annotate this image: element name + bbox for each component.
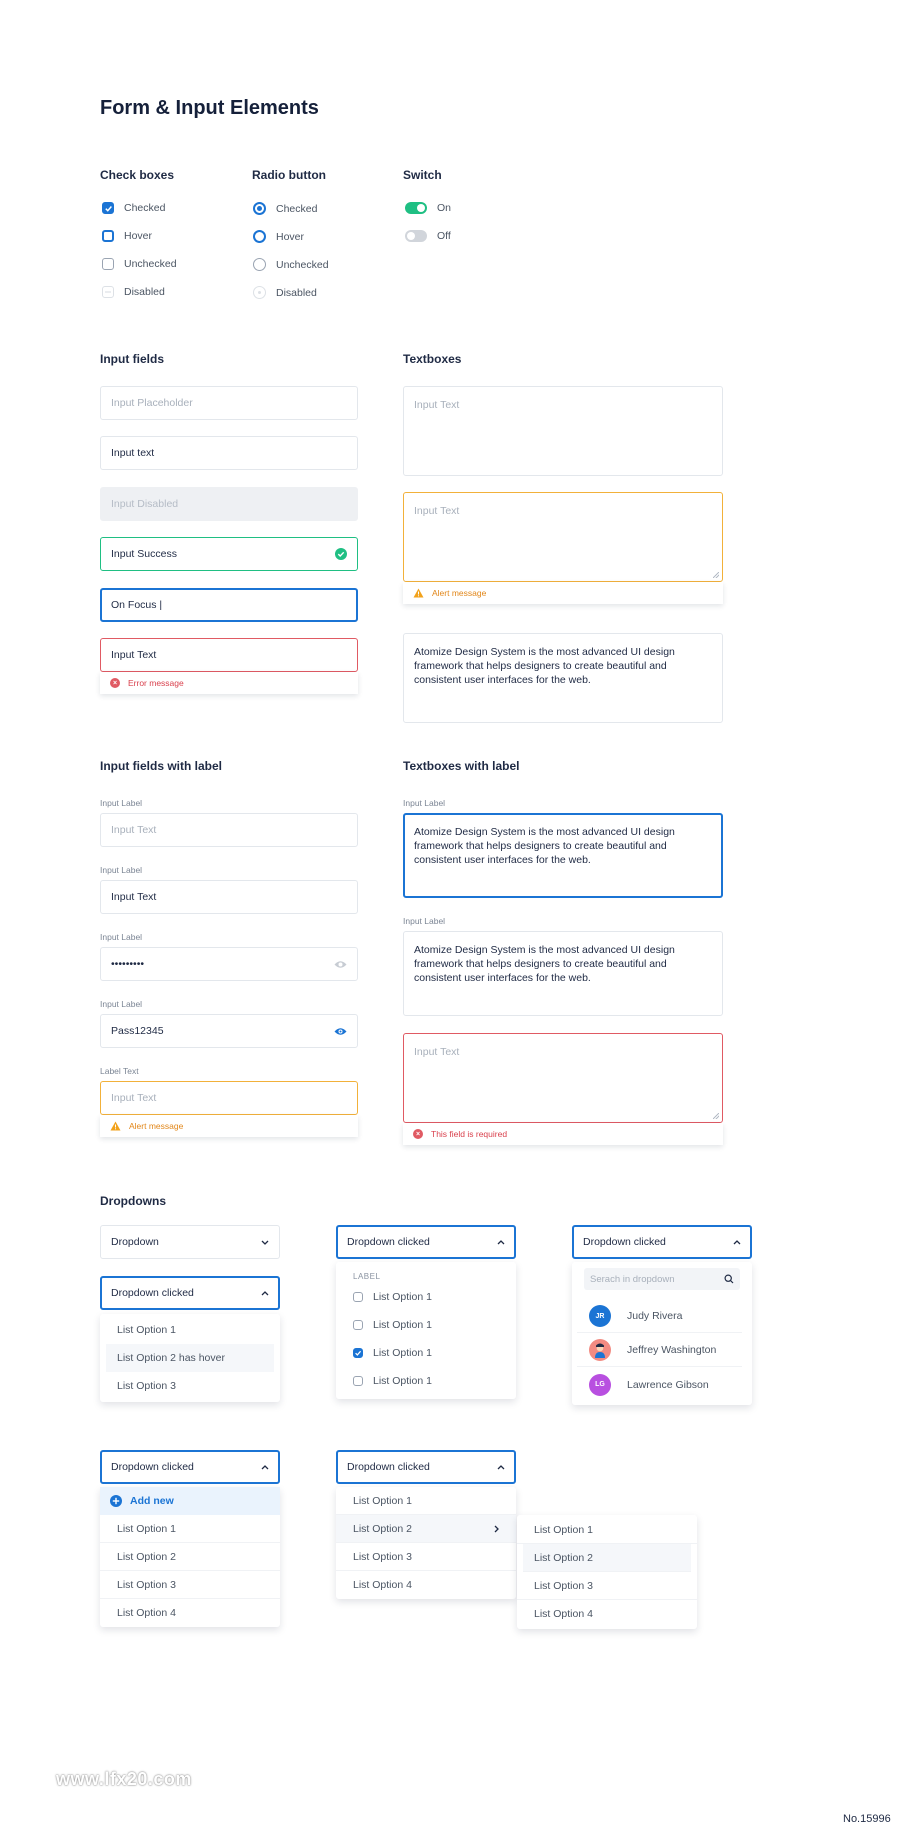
list-item[interactable]: [336, 1367, 516, 1395]
user-item[interactable]: [577, 1368, 742, 1401]
option-label: List Option 1: [353, 1494, 412, 1507]
password-field-masked[interactable]: [100, 947, 358, 981]
error-message-bar: [100, 672, 358, 694]
list-item-with-submenu[interactable]: [336, 1515, 516, 1543]
option-label: List Option 1: [373, 1347, 432, 1359]
chevron-right-icon: [494, 1525, 499, 1533]
labeled-input-text[interactable]: [100, 880, 358, 914]
checkbox-box: [353, 1320, 363, 1330]
input-label: Input Label: [100, 932, 143, 942]
list-item[interactable]: [336, 1543, 516, 1571]
input-placeholder: Input Placeholder: [111, 397, 193, 409]
list-item[interactable]: [336, 1487, 516, 1515]
list-item[interactable]: [523, 1544, 691, 1572]
dropdown-checkbox-menu: [336, 1262, 516, 1399]
error-icon: ×: [413, 1129, 423, 1139]
dropdown-open-add[interactable]: [100, 1450, 280, 1484]
dropdown-open-nested[interactable]: [336, 1450, 516, 1484]
input-placeholder: Input Text: [111, 824, 157, 836]
option-label: List Option 2: [117, 1550, 176, 1563]
dropdown-open-checkbox[interactable]: [336, 1225, 516, 1259]
error-message-bar: [403, 1123, 723, 1145]
textbox-value: Atomize Design System is the most advanced UI design framework that helps designers to create beautiful and consistent user interfaces for the web.: [414, 944, 675, 984]
list-item[interactable]: [100, 1543, 280, 1571]
textbox-empty[interactable]: [403, 386, 723, 476]
dropdown-submenu: [517, 1515, 697, 1629]
checkbox-box: [353, 1292, 363, 1302]
switch-toggle: [405, 230, 427, 242]
input-value: Input Text: [111, 649, 157, 661]
user-item[interactable]: [577, 1334, 742, 1367]
dropdown-open[interactable]: [100, 1276, 280, 1310]
checkbox-box: [102, 230, 114, 242]
search-placeholder: Serach in dropdown: [590, 1273, 675, 1285]
textbox-label: Input Label: [403, 798, 446, 808]
textbox-placeholder: Input Text: [414, 505, 460, 517]
switch-toggle: [405, 202, 427, 214]
add-new-button[interactable]: [100, 1487, 280, 1515]
dropdown-closed[interactable]: [100, 1225, 280, 1259]
input-text-field[interactable]: [100, 436, 358, 470]
error-message: This field is required: [431, 1129, 508, 1139]
input-value: Input Success: [111, 548, 177, 560]
switch-label: On: [437, 202, 452, 214]
checkbox-check-icon: [353, 1348, 363, 1358]
radio-hover[interactable]: [253, 230, 304, 243]
radio-circle: [253, 202, 266, 215]
alert-message-bar: [100, 1115, 358, 1137]
password-value: Pass12345: [111, 1025, 164, 1037]
list-item[interactable]: [100, 1316, 280, 1344]
page-title: Form & Input Elements: [100, 97, 319, 119]
textbox-value: Atomize Design System is the most advanced UI design framework that helps designers to create beautiful and consistent user interfaces for the web.: [414, 826, 675, 866]
textboxes-title: Textboxes: [403, 352, 462, 366]
checkbox-check-icon: [102, 202, 114, 214]
checkboxes-title: Check boxes: [100, 168, 175, 182]
radio-label: Unchecked: [276, 258, 329, 271]
list-item[interactable]: [336, 1571, 516, 1599]
option-label: List Option 3: [353, 1550, 412, 1563]
user-name: Judy Rivera: [627, 1310, 683, 1322]
warning-icon: [110, 1121, 121, 1131]
labeled-textbox-error[interactable]: [403, 1033, 723, 1123]
chevron-up-icon: [497, 1465, 505, 1470]
labeled-textbox-focus[interactable]: [403, 813, 723, 898]
radio-circle: [253, 230, 266, 243]
switch-off[interactable]: [405, 230, 451, 242]
radio-disabled: [253, 286, 317, 299]
checkbox-label: Unchecked: [124, 258, 177, 270]
input-label: Input Label: [100, 999, 143, 1009]
option-label: List Option 1: [373, 1319, 432, 1331]
dropdown-menu: [100, 1314, 280, 1402]
option-label: List Option 2 has hover: [117, 1352, 225, 1364]
user-item[interactable]: [577, 1300, 742, 1333]
chevron-up-icon: [733, 1240, 741, 1245]
option-label: List Option 4: [353, 1579, 412, 1591]
error-message: Error message: [128, 678, 184, 688]
input-placeholder-field[interactable]: [100, 386, 358, 420]
input-label: Input Label: [100, 865, 143, 875]
option-label: List Option 3: [117, 1380, 176, 1392]
password-field-visible[interactable]: [100, 1014, 358, 1048]
labeled-textbox-filled[interactable]: [403, 931, 723, 1016]
list-item[interactable]: [336, 1311, 516, 1339]
dropdown-open-search[interactable]: [572, 1225, 752, 1259]
option-label: List Option 4: [534, 1608, 593, 1620]
group-label: LABEL: [353, 1272, 381, 1281]
resize-handle-icon[interactable]: [713, 572, 719, 578]
labeled-input-placeholder[interactable]: [100, 813, 358, 847]
option-label: List Option 1: [373, 1291, 432, 1303]
plus-circle-icon: [110, 1495, 122, 1507]
option-label: List Option 1: [117, 1522, 176, 1535]
checkbox-label: Disabled: [124, 286, 165, 298]
dropdown-label: Dropdown: [111, 1236, 159, 1248]
alert-message: Alert message: [129, 1121, 184, 1131]
input-placeholder: Input Text: [111, 1092, 157, 1104]
dropdown-label: Dropdown clicked: [583, 1236, 666, 1248]
input-label: Label Text: [100, 1066, 139, 1076]
check-circle-icon: [335, 548, 347, 560]
list-item[interactable]: [517, 1572, 697, 1600]
dropdown-search-menu: [572, 1262, 752, 1405]
input-focus-field[interactable]: [100, 588, 358, 622]
dropdown-nested-menu: [336, 1487, 516, 1599]
checkbox-disabled: [102, 286, 165, 298]
radio-label: Checked: [276, 202, 318, 215]
list-item[interactable]: [336, 1339, 516, 1367]
option-label: List Option 1: [373, 1375, 432, 1387]
labeled-textboxes-title: Textboxes with label: [403, 759, 520, 773]
watermark: www.lfx20.com: [56, 1769, 192, 1789]
radio-label: Disabled: [276, 286, 317, 299]
checkbox-box: [102, 258, 114, 270]
textbox-alert[interactable]: [403, 492, 723, 582]
input-value: Input Disabled: [111, 498, 179, 510]
dropdown-add-menu: [100, 1487, 280, 1627]
alert-message-bar: [403, 582, 723, 604]
dropdown-label: Dropdown clicked: [347, 1236, 430, 1248]
eye-icon[interactable]: [334, 960, 347, 969]
list-item[interactable]: [100, 1372, 280, 1400]
dropdown-search-input[interactable]: [584, 1268, 740, 1290]
list-item[interactable]: [517, 1516, 697, 1544]
resize-handle-icon[interactable]: [713, 1113, 719, 1119]
textbox-placeholder: Input Text: [414, 1046, 460, 1058]
user-name: Jeffrey Washington: [627, 1344, 717, 1356]
list-item[interactable]: [100, 1515, 280, 1543]
switch-label: Off: [437, 230, 451, 242]
list-item[interactable]: [100, 1599, 280, 1627]
list-item[interactable]: [336, 1283, 516, 1311]
chevron-up-icon: [261, 1291, 269, 1296]
radio-circle: [253, 258, 266, 271]
dropdown-label: Dropdown clicked: [111, 1287, 194, 1299]
password-value: •••••••••: [111, 958, 145, 970]
textbox-value: Atomize Design System is the most advanced UI design framework that helps designers to create beautiful and consistent user interfaces for the web.: [414, 646, 675, 686]
checkbox-box: [102, 286, 114, 298]
labeled-input-alert[interactable]: [100, 1081, 358, 1115]
checkbox-label: Hover: [124, 230, 153, 242]
radios-title: Radio button: [252, 168, 326, 182]
option-label: List Option 2: [534, 1551, 593, 1564]
avatar: LG: [589, 1374, 611, 1396]
avatar: JR: [589, 1305, 611, 1327]
list-item[interactable]: [517, 1600, 697, 1628]
search-icon: [724, 1274, 734, 1284]
dropdowns-title: Dropdowns: [100, 1194, 166, 1208]
warning-icon: [413, 588, 424, 598]
input-value: Input Text: [111, 891, 157, 903]
user-name: Lawrence Gibson: [627, 1378, 709, 1391]
checkbox-hover[interactable]: [102, 230, 152, 242]
chevron-down-icon: [261, 1240, 269, 1245]
input-value: On Focus |: [111, 599, 163, 611]
checkbox-box: [353, 1376, 363, 1386]
option-label: List Option 3: [117, 1578, 176, 1591]
switch-on[interactable]: [405, 202, 451, 214]
radio-circle: [253, 286, 266, 299]
eye-icon[interactable]: [334, 1027, 347, 1036]
textbox-filled[interactable]: [403, 633, 723, 723]
option-label: List Option 1: [534, 1523, 593, 1536]
checkbox-label: Checked: [124, 202, 166, 214]
chevron-up-icon: [497, 1240, 505, 1245]
option-label: List Option 2: [353, 1522, 412, 1535]
radio-checked[interactable]: [253, 202, 317, 215]
footer-id: No.15996: [843, 1813, 891, 1825]
input-label: Input Label: [100, 798, 143, 808]
list-item[interactable]: [100, 1571, 280, 1599]
chevron-up-icon: [261, 1465, 269, 1470]
checkbox-checked[interactable]: [102, 202, 165, 214]
add-new-label: Add new: [130, 1495, 174, 1507]
input-error-field[interactable]: [100, 638, 358, 672]
option-label: List Option 3: [534, 1579, 593, 1592]
labeled-inputs-title: Input fields with label: [100, 759, 223, 773]
option-label: List Option 1: [117, 1324, 176, 1336]
dropdown-label: Dropdown clicked: [347, 1461, 430, 1473]
option-label: List Option 4: [117, 1607, 176, 1619]
switch-title: Switch: [403, 168, 442, 182]
error-icon: ×: [110, 678, 120, 688]
textbox-placeholder: Input Text: [414, 399, 460, 411]
textbox-label: Input Label: [403, 916, 446, 926]
dropdown-label: Dropdown clicked: [111, 1461, 194, 1473]
input-disabled-field: [100, 487, 358, 521]
input-value: Input text: [111, 447, 155, 459]
radio-label: Hover: [276, 230, 305, 243]
radio-unchecked[interactable]: [253, 258, 329, 271]
list-item[interactable]: [106, 1344, 274, 1372]
avatar-illustration-icon: [589, 1339, 611, 1361]
input-fields-title: Input fields: [100, 352, 164, 366]
input-success-field[interactable]: [100, 537, 358, 571]
alert-message: Alert message: [432, 588, 487, 598]
checkbox-unchecked[interactable]: [102, 258, 177, 270]
